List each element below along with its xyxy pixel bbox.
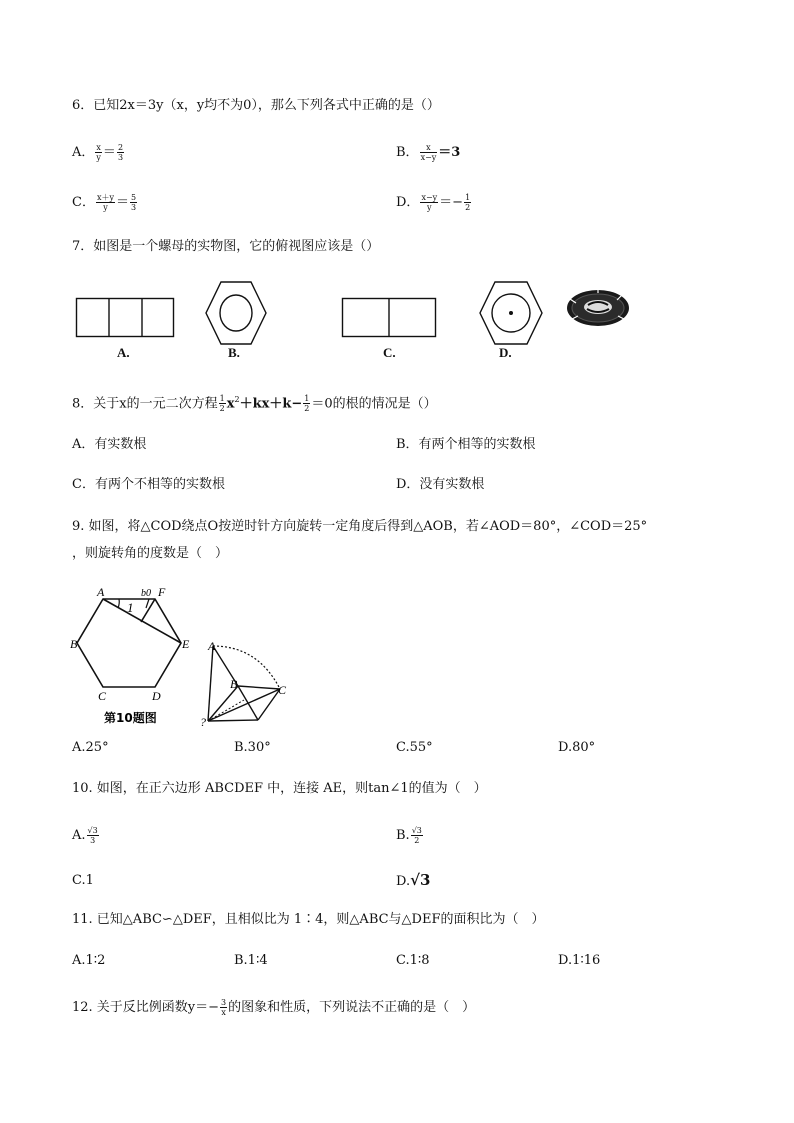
q11-option-a: A.1∶2 <box>72 953 106 968</box>
rot-label-b: B <box>230 677 238 691</box>
q9-option-d: D.80° <box>558 740 596 755</box>
hex-mark: b0 <box>141 588 151 599</box>
q10-option-c: C.1 <box>72 873 94 888</box>
angle-one-label: 1 <box>127 600 134 615</box>
q11-option-d: D.1∶16 <box>558 953 601 968</box>
q8-option-d: D．没有实数根 <box>396 477 485 492</box>
q6-option-b: B． $\frac{x}{x-y}$ ＝3 <box>396 143 461 162</box>
q6-option-a: A． $\frac{x}{y}$ ＝ $\frac{2}{3}$ <box>72 143 124 162</box>
hex-label-f: F <box>158 585 166 599</box>
q10-option-b: B. $\frac{√3}{2}$ <box>396 826 422 845</box>
q7-label-a: A. <box>117 345 130 360</box>
q8-option-a: A．有实数根 <box>72 437 147 452</box>
q7-option-c-figure <box>342 298 438 338</box>
q7-option-d-figure <box>479 281 543 345</box>
q10-option-d: D.√3 <box>396 871 431 889</box>
q10-option-a: A. $\frac{√3}{3}$ <box>72 826 98 845</box>
q9-option-c: C.55° <box>396 740 433 755</box>
q8-stem: 8．关于x的一元二次方程 $\frac{1}{2}$ $x^2+kx+k-$ $\frac{1}{2}$ ＝0的根的情况是（） <box>72 394 437 414</box>
hex-label-a: A <box>97 585 105 599</box>
hexagon-figure <box>70 585 194 726</box>
q6-stem: 6．已知2x＝3y（x，y均不为0），那么下列各式中正确的是（） <box>72 98 440 113</box>
q7-stem: 7．如图是一个螺母的实物图，它的俯视图应该是（） <box>72 239 380 254</box>
hex-label-d: D <box>152 689 161 703</box>
q8-option-b: B．有两个相等的实数根 <box>396 437 536 452</box>
q7-label-c: C. <box>383 345 396 360</box>
q9-option-a: A.25° <box>72 740 109 755</box>
q7-option-a-figure <box>76 298 176 338</box>
nut-photo <box>562 285 634 331</box>
q6-option-d: D． $\frac{x-y}{y}$ ＝− $\frac{1}{2}$ <box>396 193 471 212</box>
q10-stem: 10. 如图，在正六边形 ABCDEF 中，连接 AE，则tan∠1的值为（ ） <box>72 781 487 796</box>
q7-option-b-figure <box>205 281 267 345</box>
q9-stem-line2: ，则旋转角的度数是（ ） <box>72 546 229 561</box>
q7-label-d: D. <box>499 345 512 360</box>
rot-label-a: A <box>208 639 216 653</box>
q7-label-b: B. <box>228 345 240 360</box>
hex-label-b: B <box>70 637 78 651</box>
hex-label-e: E <box>182 637 190 651</box>
q12-stem: 12. 关于反比例函数y＝− $\frac{3}{x}$ 的图象和性质，下列说法不正确的是（ ） <box>72 998 476 1017</box>
q9-option-b: B.30° <box>234 740 271 755</box>
rot-label-o: ? <box>200 715 206 729</box>
q11-option-b: B.1∶4 <box>234 953 268 968</box>
figure-caption: 第10题图 <box>104 711 157 725</box>
q8-option-c: C．有两个不相等的实数根 <box>72 477 225 492</box>
rotation-figure <box>198 636 298 729</box>
rot-label-c: C <box>278 683 287 697</box>
q11-option-c: C.1∶8 <box>396 953 430 968</box>
q6-option-c: C． $\frac{x+y}{y}$ ＝ $\frac{5}{3}$ <box>72 193 137 212</box>
q9-stem-line1: 9. 如图，将△COD绕点O按逆时针方向旋转一定角度后得到△AOB，若∠AOD＝80°，∠COD＝25° <box>72 519 648 534</box>
q11-stem: 11. 已知△ABC∽△DEF，且相似比为 1∶4，则△ABC与△DEF的面积比为（ ） <box>72 912 545 927</box>
hex-label-c: C <box>98 689 107 703</box>
